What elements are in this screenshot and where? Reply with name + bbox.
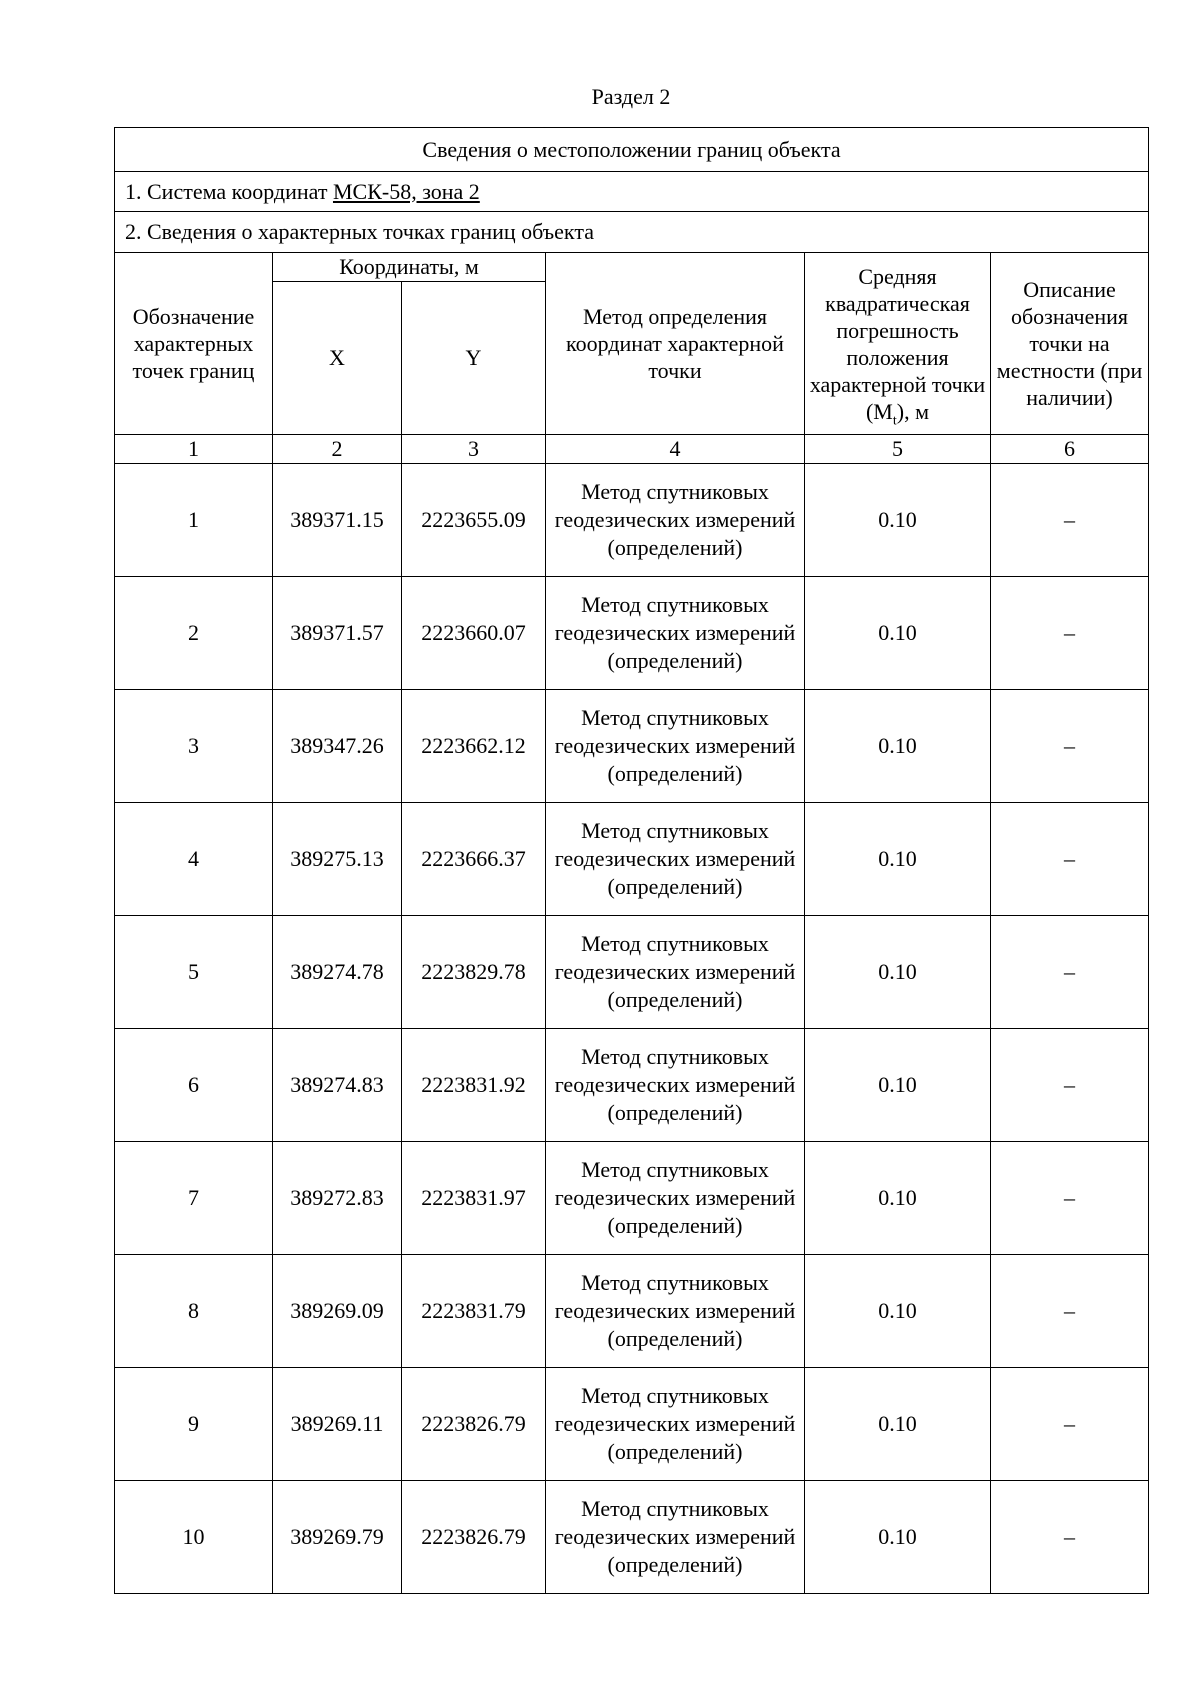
table-row [115, 464, 1149, 577]
header-method: Метод определения координат характерной точки [546, 253, 805, 435]
table-row [115, 577, 1149, 690]
method-cell: Метод спутниковых геодезических измерений (определений) [546, 690, 805, 803]
error-cell: 0.10 [805, 916, 991, 1029]
description-cell: – [991, 464, 1149, 577]
x-cell: 389269.11 [273, 1368, 402, 1481]
header-x: X [273, 282, 402, 435]
point-cell: 3 [115, 690, 273, 803]
description-cell: – [991, 577, 1149, 690]
x-cell: 389269.09 [273, 1255, 402, 1368]
x-cell: 389371.57 [273, 577, 402, 690]
column-numbers-row [115, 435, 1149, 464]
description-cell: – [991, 1029, 1149, 1142]
description-cell: – [991, 1368, 1149, 1481]
method-cell: Метод спутниковых геодезических измерений (определений) [546, 1368, 805, 1481]
x-cell: 389274.83 [273, 1029, 402, 1142]
y-cell: 2223655.09 [402, 464, 546, 577]
coord-system-row [115, 172, 1149, 212]
method-cell: Метод спутниковых геодезических измерений (определений) [546, 1142, 805, 1255]
description-cell: – [991, 916, 1149, 1029]
error-cell: 0.10 [805, 1481, 991, 1594]
method-cell: Метод спутниковых геодезических измерений (определений) [546, 803, 805, 916]
table-row [115, 803, 1149, 916]
point-cell: 1 [115, 464, 273, 577]
point-cell: 7 [115, 1142, 273, 1255]
table-title: Сведения о местоположении границ объекта [115, 128, 1149, 172]
header-row-1 [115, 253, 1149, 282]
method-cell: Метод спутниковых геодезических измерений (определений) [546, 1255, 805, 1368]
x-cell: 389347.26 [273, 690, 402, 803]
point-cell: 9 [115, 1368, 273, 1481]
table-row [115, 1368, 1149, 1481]
y-cell: 2223662.12 [402, 690, 546, 803]
point-cell: 10 [115, 1481, 273, 1594]
table-row [115, 1142, 1149, 1255]
coord-system-cell [115, 172, 1149, 212]
error-cell: 0.10 [805, 1029, 991, 1142]
error-cell: 0.10 [805, 803, 991, 916]
x-cell: 389371.15 [273, 464, 402, 577]
error-cell: 0.10 [805, 464, 991, 577]
y-cell: 2223660.07 [402, 577, 546, 690]
y-cell: 2223831.92 [402, 1029, 546, 1142]
table-title-row [115, 128, 1149, 172]
points-title-row [115, 212, 1149, 253]
y-cell: 2223666.37 [402, 803, 546, 916]
method-cell: Метод спутниковых геодезических измерений (определений) [546, 916, 805, 1029]
header-error [805, 253, 991, 435]
x-cell: 389272.83 [273, 1142, 402, 1255]
x-cell: 389269.79 [273, 1481, 402, 1594]
error-cell: 0.10 [805, 1368, 991, 1481]
table-row [115, 690, 1149, 803]
error-cell: 0.10 [805, 1255, 991, 1368]
point-cell: 6 [115, 1029, 273, 1142]
coord-system-prefix: 1. Система координат [125, 178, 328, 204]
table-row [115, 1481, 1149, 1594]
header-error-prefix: Средняя квадратическая погрешность положения характерной точки (M [809, 263, 986, 424]
error-cell: 0.10 [805, 1142, 991, 1255]
col-number: 4 [546, 435, 805, 464]
header-y: Y [402, 282, 546, 435]
section-title: Раздел 2 [591, 84, 671, 109]
header-error-sub: t [892, 412, 897, 428]
method-cell: Метод спутниковых геодезических измерений (определений) [546, 1029, 805, 1142]
y-cell: 2223826.79 [402, 1481, 546, 1594]
x-cell: 389275.13 [273, 803, 402, 916]
point-cell: 4 [115, 803, 273, 916]
col-number: 6 [991, 435, 1149, 464]
y-cell: 2223829.78 [402, 916, 546, 1029]
description-cell: – [991, 1142, 1149, 1255]
header-coords: Координаты, м [273, 253, 546, 282]
col-number: 3 [402, 435, 546, 464]
points-title: 2. Сведения о характерных точках границ объекта [115, 212, 1149, 253]
description-cell: – [991, 1255, 1149, 1368]
error-cell: 0.10 [805, 577, 991, 690]
description-cell: – [991, 690, 1149, 803]
header-point: Обозначение характерных точек границ [115, 253, 273, 435]
header-error-suffix: ), м [896, 398, 930, 424]
header-description: Описание обозначения точки на местности (при наличии) [991, 253, 1149, 435]
method-cell: Метод спутниковых геодезических измерений (определений) [546, 464, 805, 577]
point-cell: 2 [115, 577, 273, 690]
y-cell: 2223826.79 [402, 1368, 546, 1481]
coord-system-value: МСК-58, зона 2 [332, 178, 480, 204]
col-number: 1 [115, 435, 273, 464]
table-row [115, 1029, 1149, 1142]
table-row [115, 1255, 1149, 1368]
y-cell: 2223831.97 [402, 1142, 546, 1255]
description-cell: – [991, 803, 1149, 916]
x-cell: 389274.78 [273, 916, 402, 1029]
point-cell: 5 [115, 916, 273, 1029]
description-cell: – [991, 1481, 1149, 1594]
method-cell: Метод спутниковых геодезических измерений (определений) [546, 577, 805, 690]
col-number: 5 [805, 435, 991, 464]
point-cell: 8 [115, 1255, 273, 1368]
error-cell: 0.10 [805, 690, 991, 803]
boundary-coordinates-table [114, 127, 1149, 1594]
y-cell: 2223831.79 [402, 1255, 546, 1368]
col-number: 2 [273, 435, 402, 464]
method-cell: Метод спутниковых геодезических измерений (определений) [546, 1481, 805, 1594]
table-row [115, 916, 1149, 1029]
